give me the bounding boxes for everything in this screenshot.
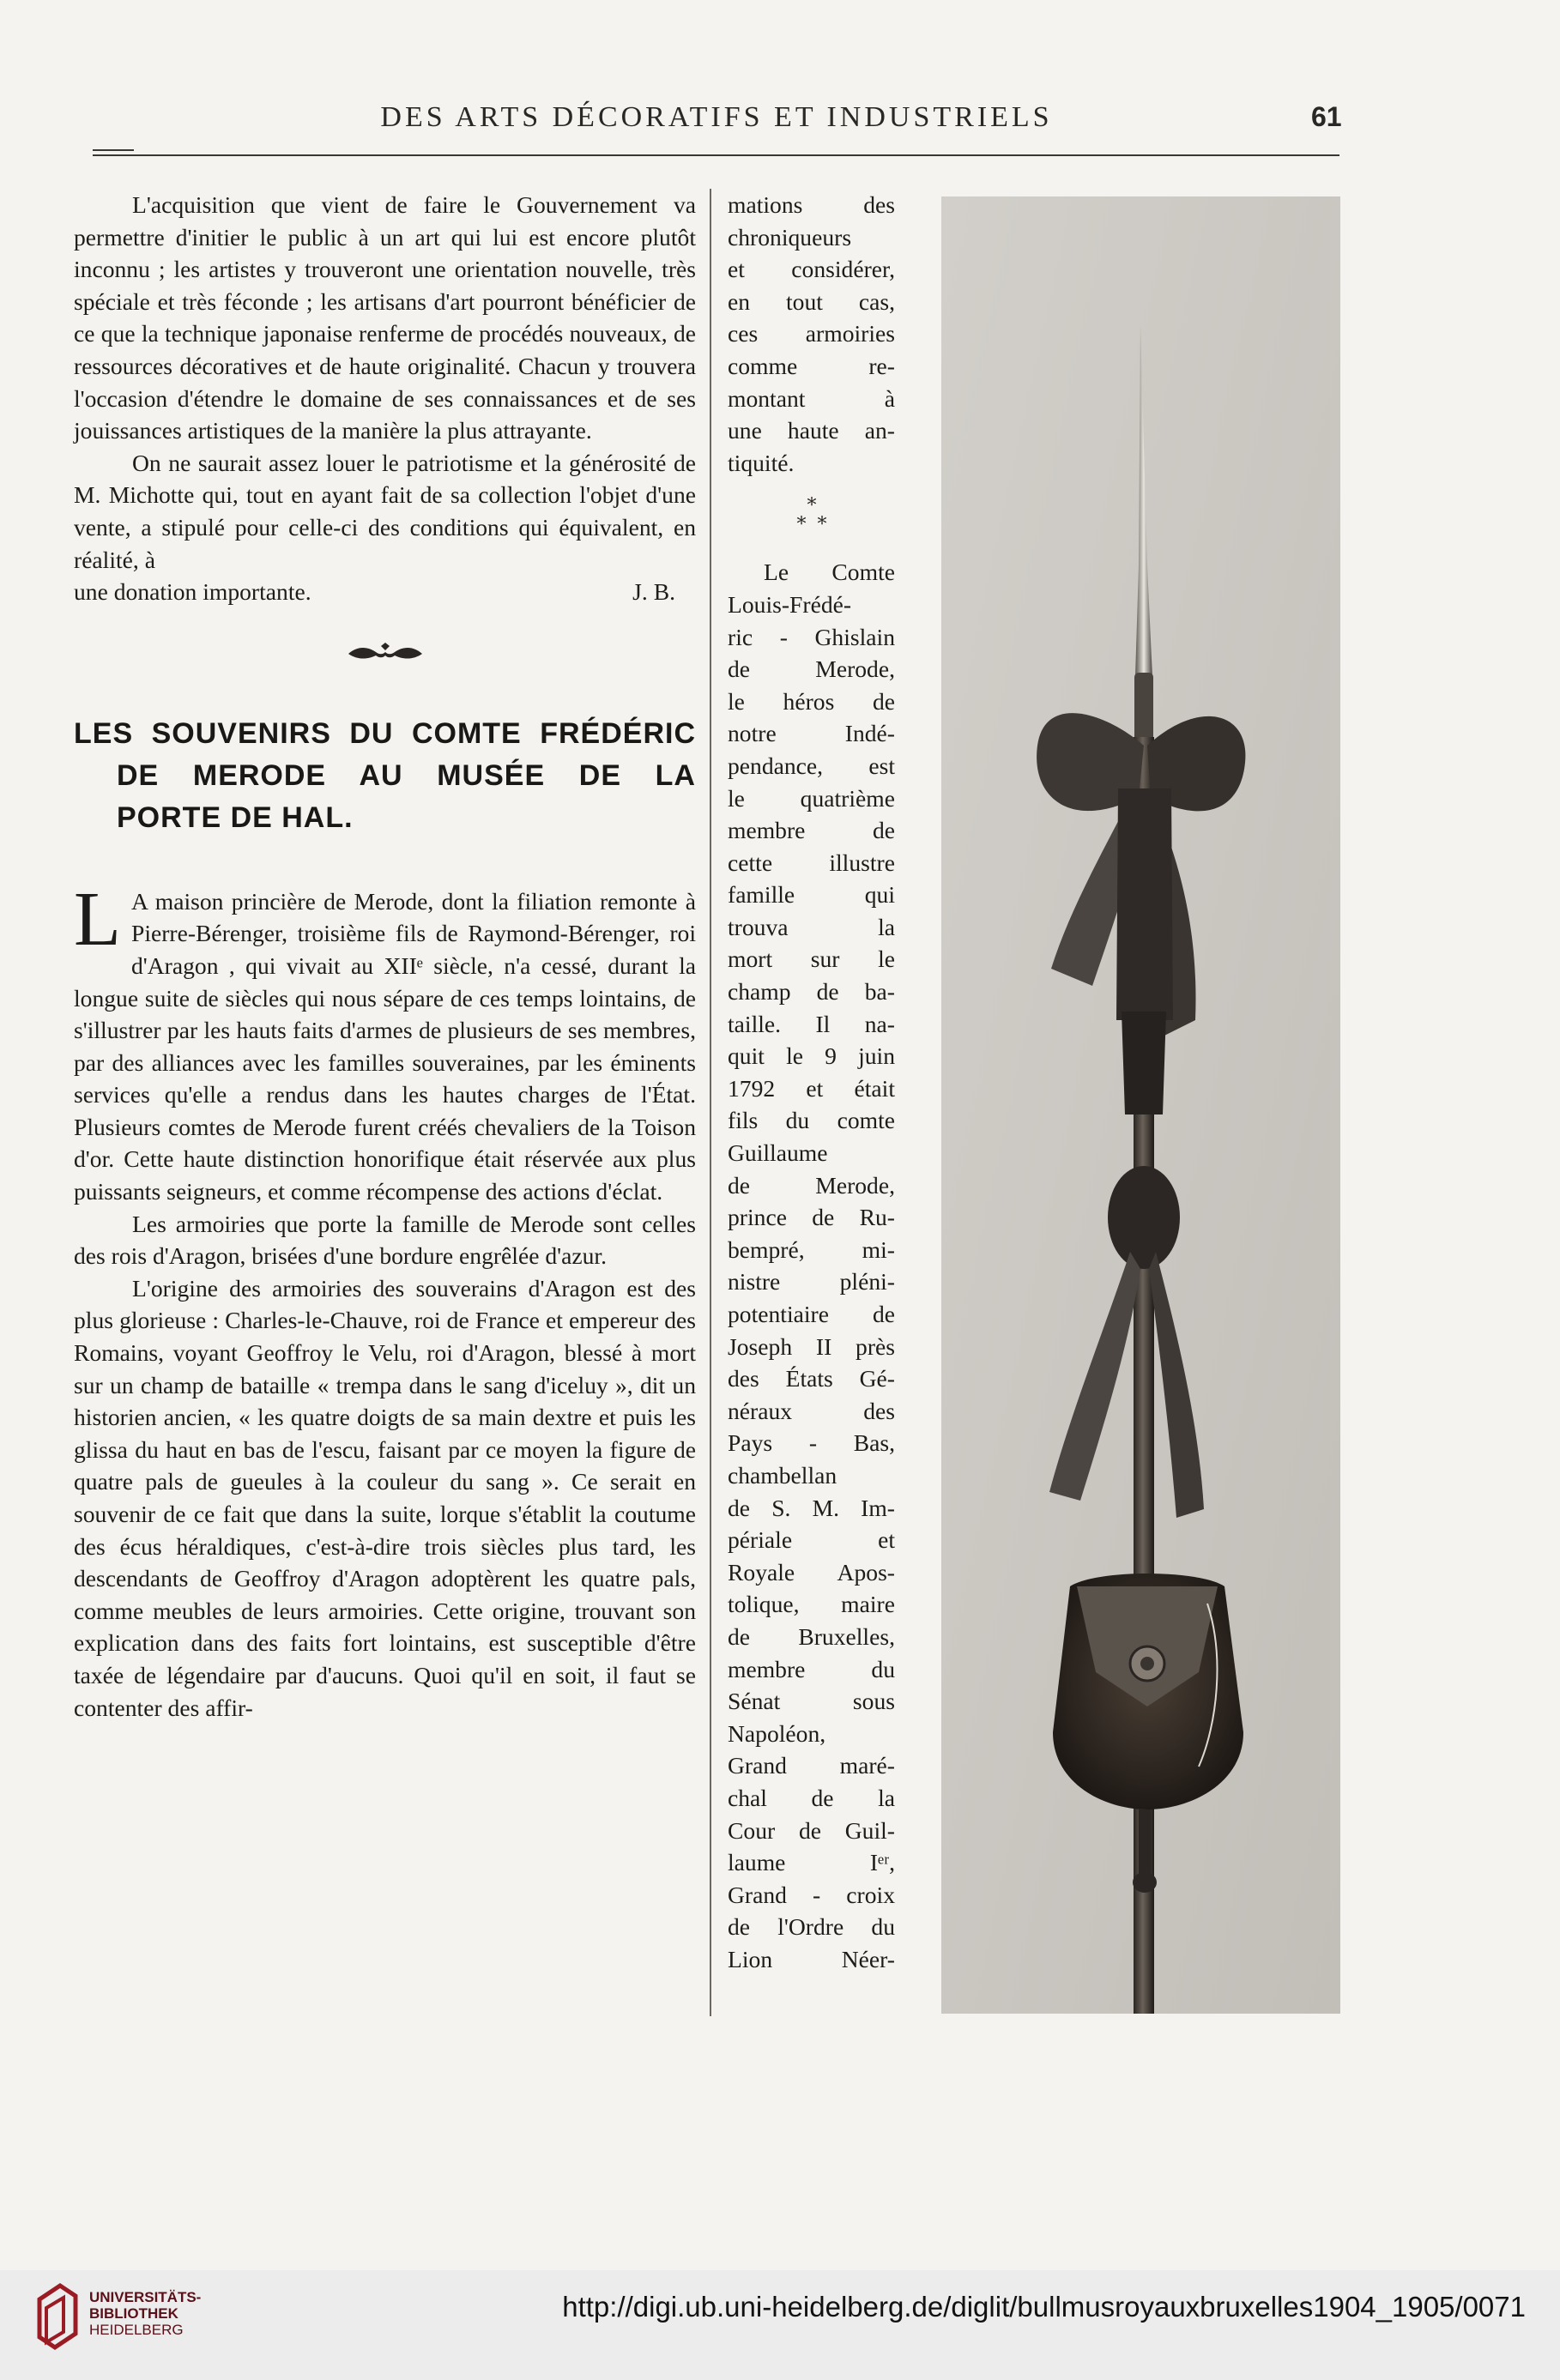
column-rule — [710, 189, 711, 2016]
narrow-line: quit le 9 juin — [728, 1042, 895, 1070]
narrow-line: périale et — [728, 1526, 895, 1554]
narrow-line: famille qui — [728, 881, 895, 909]
header-rule — [93, 154, 1339, 156]
running-header: DES ARTS DÉCORATIFS ET INDUSTRIELS — [380, 101, 1053, 133]
library-name-line: HEIDELBERG — [89, 2322, 184, 2338]
narrow-line: trouva la — [728, 913, 895, 940]
standard-photograph — [941, 196, 1340, 2014]
narrow-line: de l'Ordre du — [728, 1913, 895, 1941]
narrow-line: le quatrième — [728, 784, 895, 812]
narrow-line: membre du — [728, 1655, 895, 1682]
narrow-line: le héros de — [728, 687, 895, 715]
svg-text:*: * — [796, 514, 806, 536]
library-name-line: UNIVERSITÄTS- — [89, 2289, 202, 2305]
narrow-line: et considérer, — [728, 256, 895, 283]
narrow-line: notre Indé- — [728, 720, 895, 747]
narrow-line: Le Comte — [764, 559, 895, 586]
narrow-line: bempré, mi- — [728, 1235, 895, 1263]
narrow-line: comme re- — [728, 352, 895, 379]
narrow-line: de S. M. Im- — [728, 1494, 895, 1521]
narrow-column — [728, 189, 895, 1975]
narrow-line: Napoléon, — [728, 1719, 826, 1747]
narrow-line: fils du comte — [728, 1107, 895, 1134]
section-divider-ornament — [347, 643, 424, 665]
asterism-ornament — [777, 496, 846, 541]
narrow-line: prince de Ru- — [728, 1204, 895, 1231]
intro-paragraph: L'acquisition que vient de faire le Gouvernement va permettre d'initier le public à un art qui lui est encore plutôt inconnu ; les artistes y trouveront une orientation nouvelle, très spéciale et très féconde ; les artisans d'art pourront bénéficier de ce que la technique japonaise renferme de procédés nouveaux, de ressources décoratives et de haute originalité. Chacun y trouvera l'occasion d'étendre le domaine de ses connaissances et de ses jouissances artistiques de la manière la plus attrayante. — [74, 191, 696, 444]
narrow-line: tiquité. — [728, 449, 795, 476]
library-name — [89, 2289, 201, 2338]
narrow-line: de Merode, — [728, 655, 895, 683]
narrow-line: une haute an- — [728, 417, 895, 444]
body-paragraph — [74, 876, 696, 1208]
narrow-line: nistre pléni- — [728, 1268, 895, 1296]
narrow-line: laume Iᵉʳ, — [728, 1849, 895, 1876]
library-name-line: BIBLIOTHEK — [89, 2305, 178, 2322]
body-text: A maison princière de Merode, dont la filiation remonte à Pierre-Bérenger, troisième fils de Raymond-Bérenger, roi d'Aragon , qui vivait au XIIᵉ siècle, n'a cessé, durant la longue suite de siècles qui nous sépare de ces temps lointains, de s'illustrer par les hauts faits d'armes de plusieurs de ses membres, par des alliances avec les familles souveraines, par les éminents services qu'elle a rendus dans les hautes charges de l'État. Plusieurs comtes de Merode furent créés chevaliers de la Toison d'or. Cette haute distinction honorifique était réservée aux plus puissants seigneurs, et comme récompense des actions d'éclat. — [74, 887, 696, 1205]
narrow-line: potentiaire de — [728, 1301, 895, 1327]
narrow-line: Louis-Frédé- — [728, 590, 852, 618]
narrow-line: néraux des — [728, 1397, 895, 1424]
left-column — [74, 189, 696, 1724]
narrow-line: membre de — [728, 817, 895, 844]
narrow-line: des États Gé- — [728, 1365, 895, 1392]
narrow-line: ric - Ghislain — [728, 623, 895, 650]
narrow-line: Guillaume — [728, 1139, 828, 1167]
narrow-line: Royale Apos- — [728, 1558, 895, 1586]
narrow-line: Pays - Bas, — [728, 1429, 895, 1457]
narrow-line: Grand - croix — [728, 1881, 895, 1908]
svg-text:*: * — [817, 514, 826, 536]
narrow-line: de Merode, — [728, 1171, 895, 1199]
signoff-line — [74, 576, 696, 608]
closing-text: une donation importante. — [74, 578, 311, 606]
body-paragraph: L'origine des armoiries des souverains d'Aragon est des plus glorieuse : Charles-le-Chauve, roi de France et empereur des Romains, voyant Geoffroy le Velu, roi d'Aragon, blessé à mort sur un champ de bataille « trempa dans le sang d'iceluy », dit un historien ancien, « les quatre doigts de sa main dextre et puis les glissa du haut en bas de l'escu, faisant par ce moyen la figure de quatre pals de gueules à la couleur du sang ». Ce serait en souvenir de ce fait que dans la suite, lorque s'établit la coutume des écus héraldiques, c'est-à-dire trois siècles plus tard, les descendants de Geoffroy d'Aragon adoptèrent les quatre pals, comme meubles de leurs armoiries. Cette origine, trouvant son explication dans des faits fort lointains, est susceptible d'être taxée de légendaire par d'aucuns. Quoi qu'il en soit, il faut se contenter des affir- — [74, 1274, 696, 1721]
narrow-line: ces armoiries — [728, 320, 895, 347]
page-number: 61 — [1311, 101, 1342, 132]
narrow-line: Joseph II près — [728, 1332, 895, 1360]
narrow-line: Sénat sous — [728, 1688, 895, 1715]
footer-bar — [0, 2270, 1560, 2380]
narrow-line: pendance, est — [728, 752, 895, 779]
narrow-line: chal de la — [728, 1784, 895, 1811]
narrow-line: cette illustre — [728, 849, 895, 876]
header-rule-accent — [93, 149, 134, 151]
narrow-line: en tout cas, — [728, 287, 895, 315]
svg-text:*: * — [807, 496, 816, 517]
title-line: PORTE DE HAL. — [117, 800, 354, 834]
narrow-line: taille. Il na- — [728, 1010, 895, 1037]
narrow-line: chroniqueurs — [728, 223, 852, 251]
title-line: LES SOUVENIRS DU COMTE FRÉDÉRIC — [74, 716, 696, 750]
narrow-line: champ de ba- — [728, 978, 895, 1006]
author-signature: J. B. — [632, 578, 675, 606]
body-paragraph: Les armoiries que porte la famille de Merode sont celles des rois d'Aragon, brisées d'une bordure engrêlée d'azur. — [74, 1210, 696, 1270]
narrow-line: tolique, maire — [728, 1591, 895, 1618]
narrow-line: Cour de Guil- — [728, 1816, 895, 1844]
narrow-line: montant à — [728, 384, 895, 412]
source-url[interactable]: http://digi.ub.uni-heidelberg.de/diglit/bullmusroyauxbruxelles1904_1905/0071 — [562, 2291, 1526, 2323]
drop-cap: L — [74, 876, 121, 962]
narrow-line: mations des — [728, 191, 895, 218]
narrow-line: mort sur le — [728, 945, 895, 973]
library-logo-icon — [34, 2282, 81, 2356]
intro-paragraph: On ne saurait assez louer le patriotisme et la générosité de M. Michotte qui, tout en ayant fait de sa collection l'objet d'une vente, a stipulé pour celle-ci des conditions qui équivalent, en réalité, à — [74, 449, 696, 573]
narrow-line: de Bruxelles, — [728, 1622, 895, 1650]
narrow-text-block — [728, 556, 895, 1975]
narrow-line: chambellan — [728, 1461, 837, 1489]
narrow-line: 1792 et était — [728, 1074, 895, 1102]
narrow-line: Grand maré- — [728, 1752, 895, 1779]
narrow-line: Lion Néer- — [728, 1945, 895, 1972]
article-title — [74, 713, 696, 839]
title-line: DE MERODE AU MUSÉE DE LA — [117, 758, 696, 792]
